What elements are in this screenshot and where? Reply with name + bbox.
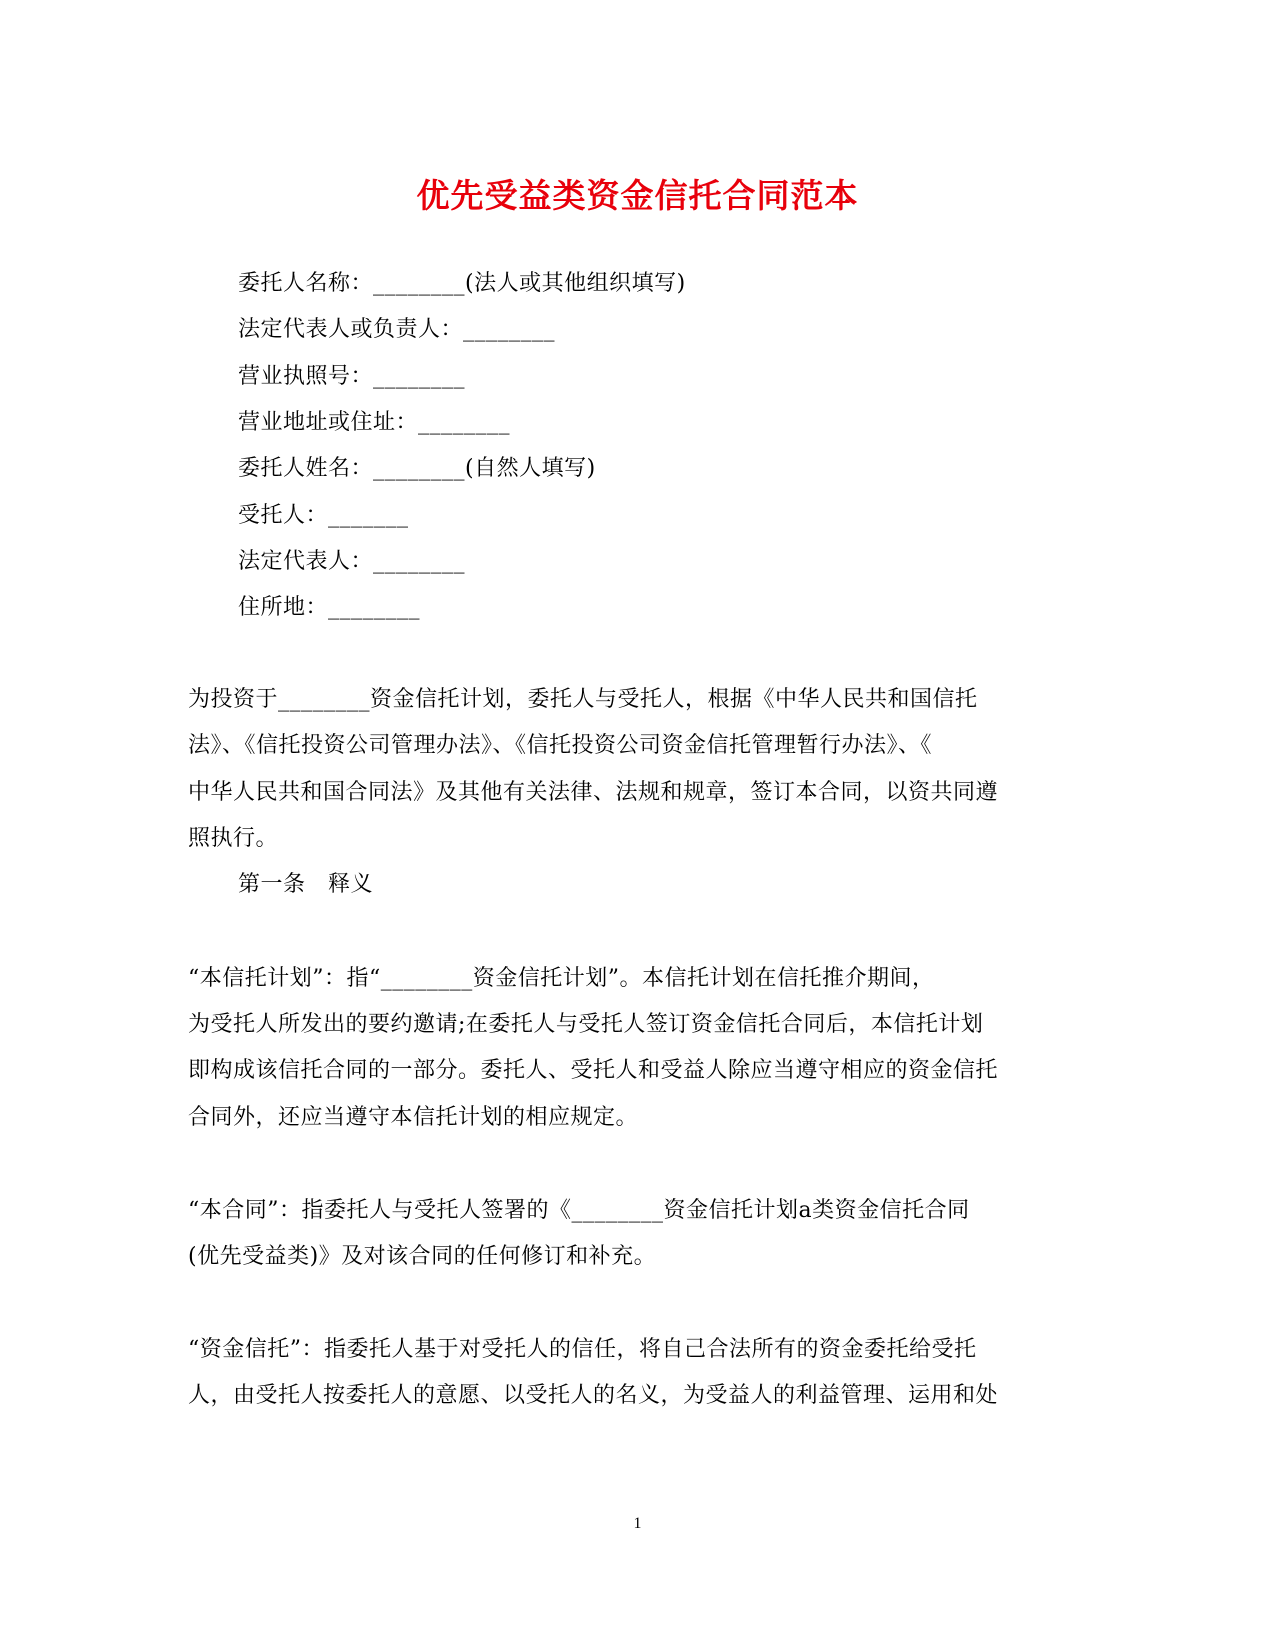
field-legal-representative-or-responsible: 法定代表人或负责人：________ xyxy=(238,317,556,342)
definition-trust-plan-line: 为受托人所发出的要约邀请;在委托人与受托人签订资金信托合同后，本信托计划 xyxy=(188,1012,984,1037)
definition-contract-line: (优先受益类)》及对该合同的任何修订和补充。 xyxy=(188,1244,657,1269)
definition-fund-trust-line: 人，由受托人按委托人的意愿、以受托人的名义，为受益人的利益管理、运用和处 xyxy=(188,1383,999,1408)
preamble-line: 中华人民共和国合同法》及其他有关法律、法规和规章，签订本合同，以资共同遵 xyxy=(188,780,999,805)
field-business-license-number: 营业执照号：________ xyxy=(238,364,466,389)
field-trustee: 受托人：_______ xyxy=(238,503,409,528)
definition-contract-line: “本合同”：指委托人与受托人签署的《________资金信托计划a类资金信托合同 xyxy=(188,1198,970,1223)
definition-trust-plan-line: “本信托计划”：指“________资金信托计划”。本信托计划在信托推介期间， xyxy=(188,966,935,991)
document-title: 优先受益类资金信托合同范本 xyxy=(416,176,859,215)
field-business-address: 营业地址或住址：________ xyxy=(238,410,511,435)
field-principal-personal-name: 委托人姓名：________(自然人填写) xyxy=(238,456,596,481)
preamble-line: 照执行。 xyxy=(188,826,279,851)
page-number: 1 xyxy=(633,1515,642,1532)
article-heading: 第一条 释义 xyxy=(238,872,374,897)
preamble-line: 为投资于________资金信托计划，委托人与受托人，根据《中华人民共和国信托 xyxy=(188,687,978,712)
definition-fund-trust-line: “资金信托”：指委托人基于对受托人的信任，将自己合法所有的资金委托给受托 xyxy=(188,1337,977,1362)
field-domicile: 住所地：________ xyxy=(238,595,421,620)
field-principal-name: 委托人名称：________(法人或其他组织填写) xyxy=(238,271,686,296)
definition-trust-plan-line: 合同外，还应当遵守本信托计划的相应规定。 xyxy=(188,1105,639,1130)
preamble-line: 法》、《信托投资公司管理办法》、《信托投资公司资金信托管理暂行办法》、《 xyxy=(188,733,933,758)
field-legal-representative: 法定代表人：________ xyxy=(238,549,466,574)
definition-trust-plan-line: 即构成该信托合同的一部分。委托人、受托人和受益人除应当遵守相应的资金信托 xyxy=(188,1058,999,1083)
